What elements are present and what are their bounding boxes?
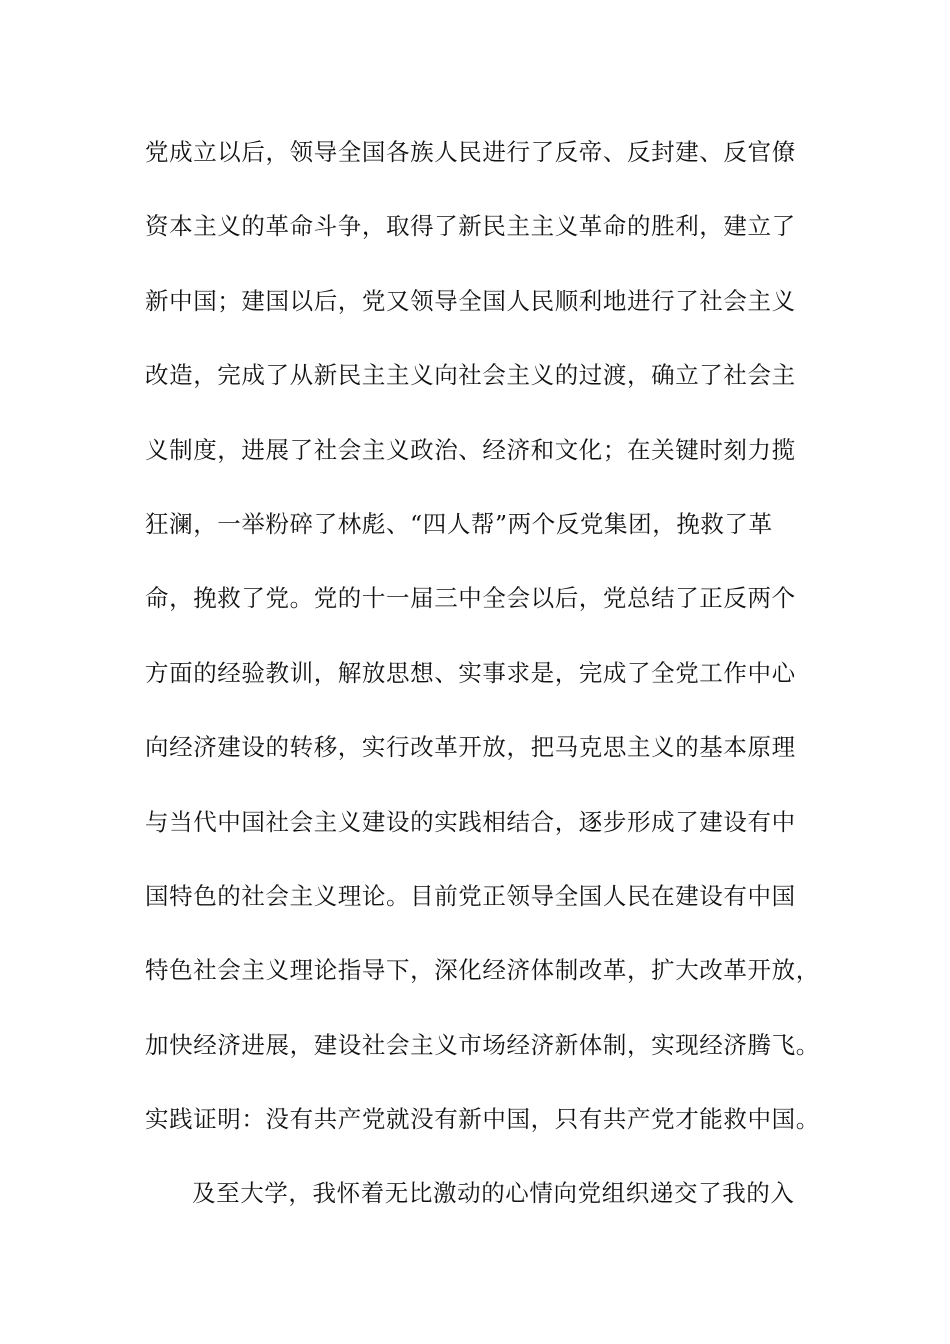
text-line: 方面的经验教训，解放思想、实事求是，完成了全党工作中心 <box>145 658 796 687</box>
paragraph-start-line: 及至大学，我怀着无比激动的心情向党组织递交了我的入 <box>192 1179 795 1208</box>
text-line: 新中国；建国以后，党又领导全国人民顺利地进行了社会主义 <box>145 286 796 315</box>
text-line: 命，挽救了党。党的十一届三中全会以后，党总结了正反两个 <box>145 584 796 613</box>
text-line: 改造，完成了从新民主主义向社会主义的过渡，确立了社会主 <box>145 361 796 390</box>
text-line: 特色社会主义理论指导下，深化经济体制改革，扩大改革开放， <box>145 956 820 985</box>
body-text <box>145 130 825 1246</box>
text-line: 狂澜，一举粉碎了林彪、“四人帮”两个反党集团，挽救了革 <box>145 509 773 538</box>
text-line: 资本主义的革命斗争，取得了新民主主义革命的胜利，建立了 <box>145 212 796 241</box>
text-line: 与当代中国社会主义建设的实践相结合，逐步形成了建设有中 <box>145 807 796 836</box>
text-line: 国特色的社会主义理论。目前党正领导全国人民在建设有中国 <box>145 881 796 910</box>
text-line: 加快经济进展，建设社会主义市场经济新体制，实现经济腾飞。 <box>145 1030 820 1059</box>
text-line: 向经济建设的转移，实行改革开放，把马克思主义的基本原理 <box>145 733 796 762</box>
text-line: 实践证明：没有共产党就没有新中国，只有共产党才能救中国。 <box>145 1105 820 1134</box>
text-line: 党成立以后，领导全国各族人民进行了反帝、反封建、反官僚 <box>145 138 796 166</box>
text-line: 义制度，进展了社会主义政治、经济和文化；在关键时刻力揽 <box>145 435 796 464</box>
